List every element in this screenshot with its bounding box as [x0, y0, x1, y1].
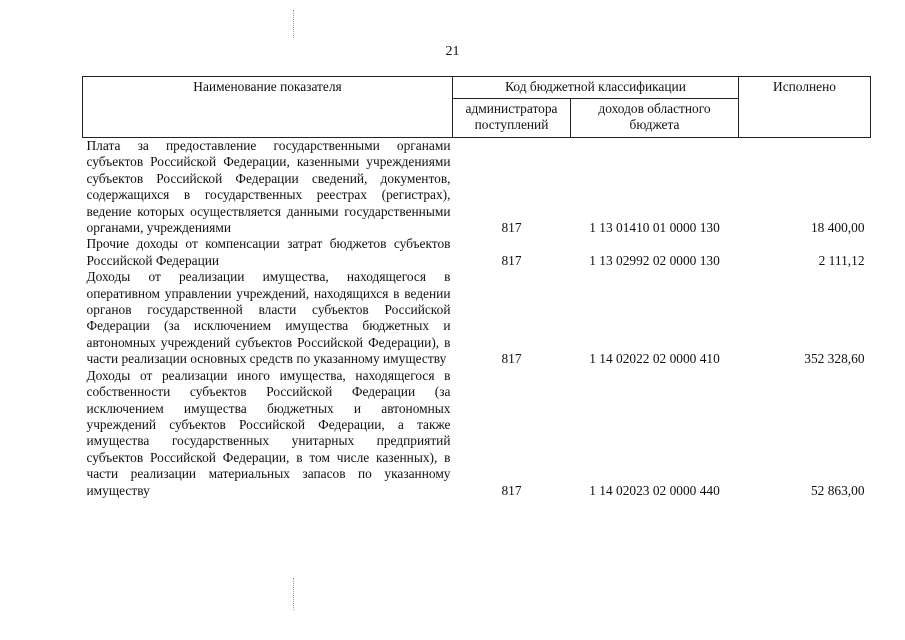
row-indicator-name: Доходы от реализации имущества, находящегося в оперативном управлении учреждений, находящихся в ведении органов государственной власти субъектов Российской Федерации (за исключением имущества бюджетных и автономных учреждений субъектов Российской Федерации), в части реализации основных средств по указанному имуществу — [86, 269, 451, 367]
header-regional-revenue: доходов областного бюджета — [571, 99, 739, 138]
row-revenue-code: 1 14 02023 02 0000 440 — [589, 482, 720, 498]
header-executed: Исполнено — [739, 77, 871, 138]
table-row — [83, 269, 871, 367]
row-indicator-name: Доходы от реализации иного имущества, находящегося в собственности субъектов Российской Федерации (за исключением имущества бюджетных и автономных учреждений субъектов Российской Федерации, а также имущества государственных унитарных предприятий субъектов Российской Федерации, в том числе казенных), в части реализации материальных запасов по указанному имуществу — [86, 367, 451, 498]
row-executed-amount: 52 863,00 — [810, 482, 865, 498]
row-revenue-code: 1 13 02992 02 0000 130 — [589, 252, 720, 268]
row-revenue-code: 1 14 02022 02 0000 410 — [589, 351, 720, 367]
scan-artifact-bottom — [293, 578, 295, 610]
row-executed-amount: 2 111,12 — [818, 252, 865, 268]
table-row — [83, 138, 871, 237]
table-row — [83, 368, 871, 499]
page-number: 21 — [445, 44, 460, 59]
row-indicator-name: Плата за предоставление государственными органами субъектов Российской Федерации, казенными учреждениями субъектов Российской Федерации сведений, документов, содержащихся в государственных реестрах (регистрах), ведение которых осуществляется данными государственными органами, учреждениями — [86, 138, 451, 236]
row-admin-code: 817 — [501, 351, 522, 367]
header-indicator-name: Наименование показателя — [83, 77, 453, 138]
row-admin-code: 817 — [501, 482, 522, 498]
row-indicator-name: Прочие доходы от компенсации затрат бюджетов субъектов Российской Федерации — [86, 236, 451, 268]
budget-table — [82, 76, 871, 499]
scan-artifact-top — [293, 10, 295, 38]
row-executed-amount: 18 400,00 — [810, 220, 865, 236]
row-executed-amount: 352 328,60 — [804, 351, 865, 367]
row-revenue-code: 1 13 01410 01 0000 130 — [589, 220, 720, 236]
row-admin-code: 817 — [501, 252, 522, 268]
header-classification-code: Код бюджетной классификации — [453, 77, 739, 99]
table-row — [83, 236, 871, 269]
row-admin-code: 817 — [501, 220, 522, 236]
header-administrator: администратора поступлений — [453, 99, 571, 138]
